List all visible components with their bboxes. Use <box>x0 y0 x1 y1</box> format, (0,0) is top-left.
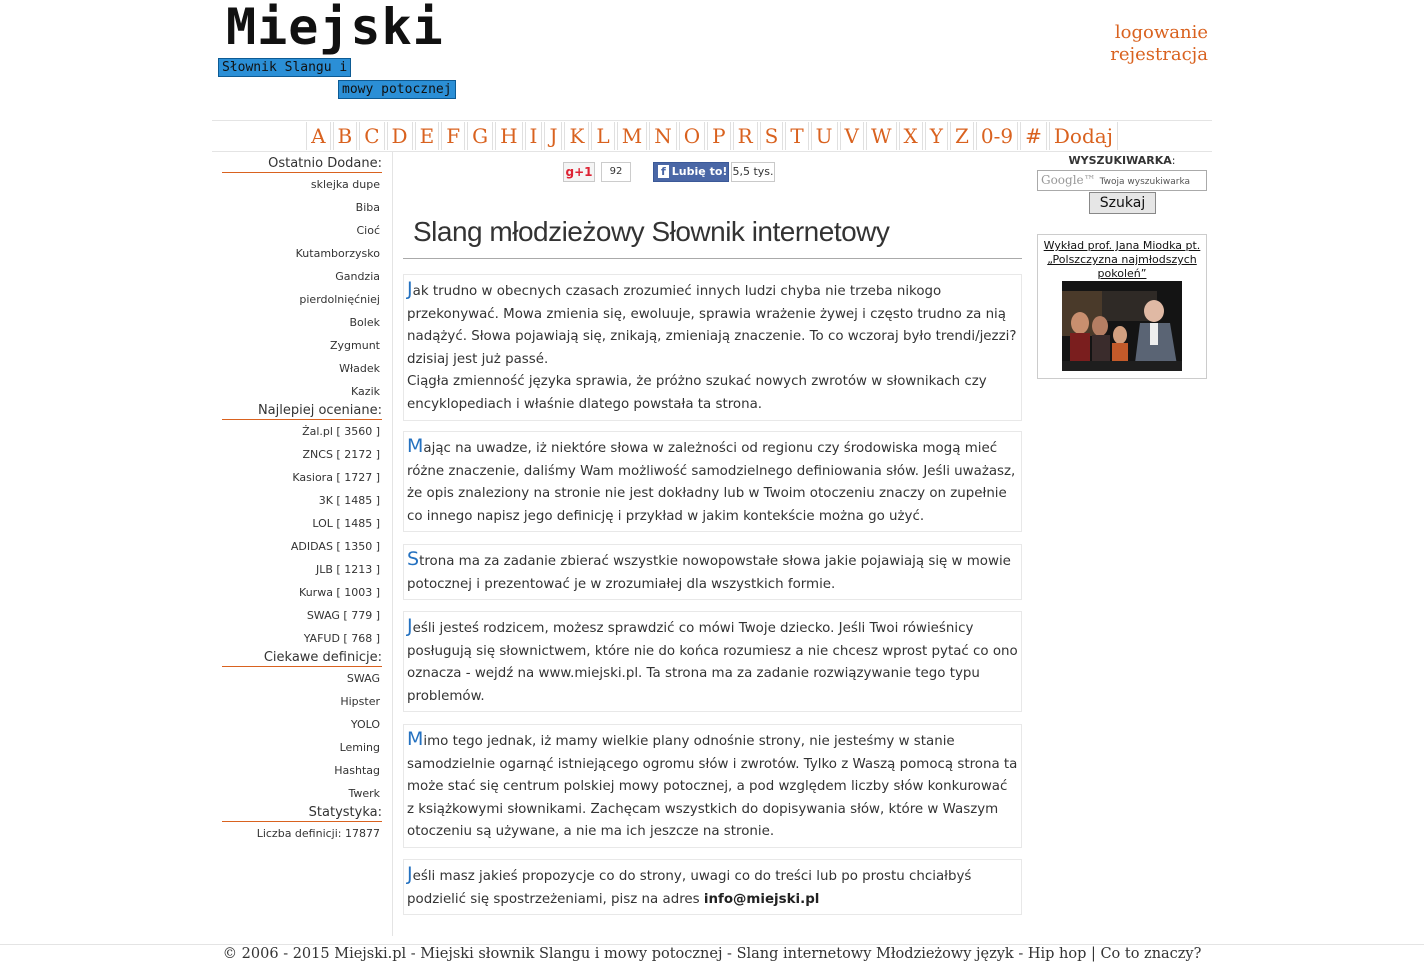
letter-link[interactable]: T <box>785 122 808 150</box>
drop-cap: M <box>407 728 424 750</box>
logo-subtitle-line2: mowy potocznej <box>338 80 456 99</box>
letter-link[interactable]: B <box>333 122 358 150</box>
site-logo[interactable] <box>218 2 463 102</box>
logo-title: Miejski <box>226 0 444 56</box>
top-rated-item[interactable]: ZNCS [ 2172 ] <box>302 448 380 461</box>
letter-link[interactable]: H <box>495 122 522 150</box>
add-word-link[interactable]: Dodaj <box>1049 122 1118 150</box>
recent-item[interactable]: pierdolnięćniej <box>299 293 380 306</box>
contact-email[interactable]: info@miejski.pl <box>703 891 820 907</box>
letter-link[interactable]: W <box>866 122 897 150</box>
interesting-item[interactable]: Hashtag <box>334 764 380 777</box>
search-placeholder: Twoja wyszukiwarka <box>1099 177 1191 187</box>
recent-list <box>222 173 382 403</box>
letter-link[interactable]: 0-9 <box>976 122 1018 150</box>
sidebar-divider <box>392 152 393 936</box>
top-rated-item[interactable]: LOL [ 1485 ] <box>312 517 380 530</box>
interesting-item[interactable]: Hipster <box>340 695 380 708</box>
recent-item[interactable]: Gandzia <box>335 270 380 283</box>
top-rated-item[interactable]: SWAG [ 779 ] <box>306 609 380 622</box>
recent-item[interactable]: Kazik <box>351 385 380 398</box>
top-rated-item[interactable]: Kurwa [ 1003 ] <box>299 586 380 599</box>
letter-link[interactable]: L <box>591 122 614 150</box>
letter-link[interactable]: F <box>441 122 465 150</box>
drop-cap: M <box>407 435 424 457</box>
interesting-item[interactable]: SWAG <box>346 672 380 685</box>
recent-item[interactable]: Cioć <box>356 224 380 237</box>
paragraph-text: ak trudno w obecnych czasach zrozumieć innych ludzi chyba nie trzeba nikogo przekonywać. Mowa zmienia się, ewoluuje, sprawia wrażenie żywej i często trudno za nią nadążyć. Słowa pojawiają się, znikają, zmieniają znaczenie. To co wczoraj było trendi/jezzi? dzisiaj jest już passé. <box>407 284 1017 367</box>
paragraph-text: imo tego jednak, iż mamy wielkie plany odnośnie strony, nie jesteśmy w stanie samodzielnie ogarnąć istniejącego ogromu słów i zwrotów. Tylko z Waszą pomocą strona ta może stać się centrum polskiej mowy potocznej, a pod względem liczby słów konkurować z książkowymi słownikami. Zachęcam wszystkich do dopisywania słów, które w Waszym otoczeniu są używane, a nie ma ich jeszcze na stronie. <box>407 734 1018 840</box>
gplus-count: 92 <box>601 162 631 182</box>
gplus-button[interactable]: g+1 <box>563 162 595 182</box>
intro-paragraph <box>403 859 1022 915</box>
top-rated-item[interactable]: YAFUD [ 768 ] <box>303 632 380 645</box>
footer-divider <box>0 944 1424 945</box>
letter-link[interactable]: R <box>733 122 758 150</box>
search-button[interactable]: Szukaj <box>1089 192 1156 214</box>
letter-link[interactable]: G <box>467 122 493 150</box>
intro-paragraph <box>403 274 1022 421</box>
recent-item[interactable]: Biba <box>355 201 380 214</box>
letter-link[interactable]: Z <box>950 122 974 150</box>
search-label: WYSZUKIWARKA: <box>1068 154 1176 167</box>
paragraph-text: eśli masz jakieś propozycje co do strony, uwagi co do treści lub po prostu chciałbyś podzielić się spostrzeżeniami, pisz na adres <box>407 869 972 907</box>
top-rated-item[interactable]: 3K [ 1485 ] <box>318 494 380 507</box>
letter-link[interactable]: D <box>387 122 413 150</box>
logo-subtitle-line1: Słownik Slangu i <box>218 58 351 77</box>
drop-cap: J <box>407 863 413 885</box>
letter-link[interactable]: O <box>679 122 705 150</box>
lecture-video-thumbnail[interactable] <box>1062 281 1182 371</box>
footer-text: © 2006 - 2015 Miejski.pl - Miejski słownik Slangu i mowy potocznej - Slang internetowy Młodzieżowy język - Hip hop | Co to znaczy? <box>222 946 1202 962</box>
login-link[interactable]: logowanie <box>1114 22 1208 43</box>
letter-link[interactable]: Y <box>925 122 948 150</box>
letter-link[interactable]: C <box>359 122 384 150</box>
recent-title: Ostatnio Dodane: <box>222 156 382 173</box>
letter-link[interactable]: X <box>899 122 923 150</box>
register-link[interactable]: rejestracja <box>1110 44 1208 65</box>
letter-link[interactable]: V <box>840 122 864 150</box>
drop-cap: J <box>407 615 413 637</box>
interesting-title: Ciekawe definicje: <box>222 650 382 667</box>
letter-link[interactable]: M <box>617 122 647 150</box>
recent-item[interactable]: sklejka dupe <box>310 178 380 191</box>
letter-link[interactable]: U <box>811 122 838 150</box>
stats-list <box>222 822 382 845</box>
recent-item[interactable]: Bolek <box>349 316 380 329</box>
top-rated-list <box>222 420 382 650</box>
interesting-item[interactable]: Leming <box>339 741 380 754</box>
top-rated-item[interactable]: Żal.pl [ 3560 ] <box>302 425 380 438</box>
page-title: Slang młodzieżowy Słownik internetowy <box>403 210 1022 259</box>
recent-item[interactable]: Władek <box>339 362 380 375</box>
paragraph-text: trona ma za zadanie zbierać wszystkie nowopowstałe słowa jakie pojawiają się w mowie potocznej i prezentować je w zrozumiałej dla wszystkich formie. <box>407 554 1011 592</box>
intro-paragraph <box>403 724 1022 848</box>
letter-link[interactable]: N <box>649 122 677 150</box>
letter-link[interactable]: I <box>525 122 543 150</box>
top-rated-item[interactable]: ADIDAS [ 1350 ] <box>290 540 380 553</box>
facebook-like-count: 5,5 tys. <box>731 162 775 182</box>
lecture-link[interactable]: Wykład prof. Jana Miodka pt. „Polszczyzna najmłodszych pokoleń” <box>1043 239 1201 280</box>
paragraph-text: ając na uwadze, iż niektóre słowa w zależności od regionu czy środowiska mogą mieć różne znaczenie, daliśmy Wam możliwość samodzielnego definiowania słów. Jeśli uważasz, że opis znaleziony na stronie nie jest dokładny lub w Twoim otoczeniu znaczy on zupełnie co innego napisz jego definicję i przykład w jakim kontekście można go użyć. <box>407 441 1016 524</box>
search-input[interactable] <box>1037 170 1207 191</box>
paragraph-text: Ciągła zmienność języka sprawia, że próżno szukać nowych zwrotów w słownikach czy encyklopediach i właśnie dlatego powstała ta strona. <box>407 374 987 412</box>
interesting-list <box>222 667 382 805</box>
paragraph-text: eśli jesteś rodzicem, możesz sprawdzić co mówi Twoje dziecko. Jeśli Twoi rówieśnicy posługują się słownictwem, które nie do końca rozumiesz a nie chcesz wprost pytać co ono oznacza - wejdź na www.miejski.pl. Ta strona ma za zadanie rozwiązywanie tego typu problemów. <box>407 621 1018 704</box>
letter-link[interactable]: S <box>760 122 784 150</box>
letter-link[interactable]: E <box>415 122 440 150</box>
recent-item[interactable]: Zygmunt <box>330 339 380 352</box>
recent-item[interactable]: Kutamborzysko <box>295 247 380 260</box>
drop-cap: S <box>407 548 420 570</box>
stats-item: Liczba definicji: 17877 <box>256 827 380 840</box>
top-rated-item[interactable]: Kasiora [ 1727 ] <box>292 471 380 484</box>
interesting-item[interactable]: YOLO <box>350 718 380 731</box>
letter-link[interactable]: P <box>707 122 730 150</box>
intro-paragraph <box>403 431 1022 532</box>
letter-link[interactable]: K <box>564 122 589 150</box>
interesting-item[interactable]: Twerk <box>348 787 380 800</box>
letter-link[interactable]: # <box>1020 122 1047 150</box>
top-rated-item[interactable]: JLB [ 1213 ] <box>316 563 380 576</box>
gplus-icon: g <box>565 165 575 179</box>
auth-links <box>1110 22 1208 66</box>
intro-paragraph <box>403 544 1022 600</box>
letter-link[interactable]: A <box>306 122 330 150</box>
google-logo-icon: Google™ <box>1041 173 1096 187</box>
stats-title: Statystyka: <box>222 805 382 822</box>
facebook-icon: f <box>658 165 669 178</box>
letter-link[interactable]: J <box>544 122 562 150</box>
top-rated-title: Najlepiej oceniane: <box>222 403 382 420</box>
intro-paragraph <box>403 611 1022 712</box>
alphabet-nav <box>212 120 1212 152</box>
drop-cap: J <box>407 278 413 300</box>
lecture-box <box>1037 234 1207 379</box>
left-sidebar <box>222 156 382 845</box>
facebook-like-button[interactable]: f Lubię to! <box>653 162 729 182</box>
